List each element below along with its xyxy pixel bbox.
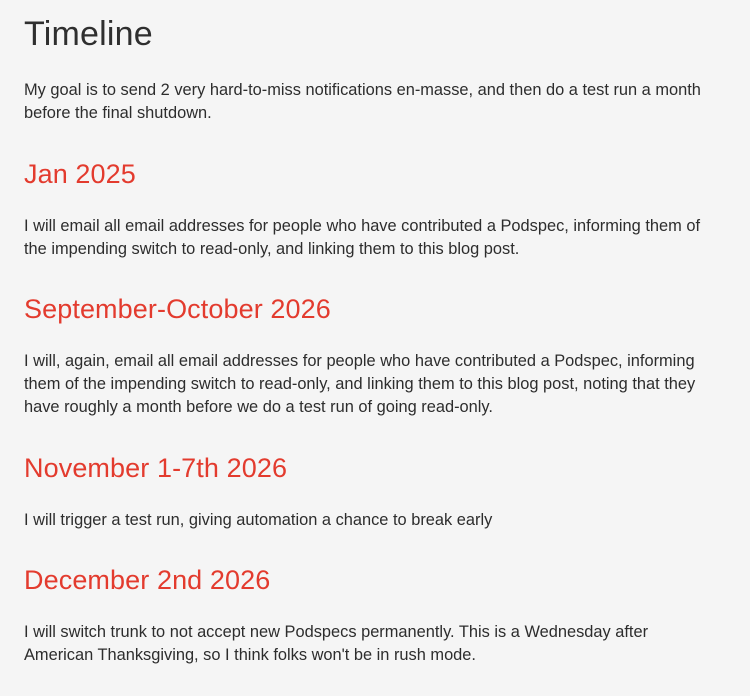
section-heading-sep-oct-2026: September-October 2026 xyxy=(24,294,331,324)
section-heading-jan-2025: Jan 2025 xyxy=(24,159,136,189)
section-heading-nov-2026: November 1-7th 2026 xyxy=(24,453,288,483)
section-heading-dec-2026: December 2nd 2026 xyxy=(24,565,271,595)
section-body-sep-oct-2026: I will, again, email all email addresses for people who have contributed a Podspec, informing them of the impending switch to read-only, and linking them to this blog post, noting that they have roughly a month before we do a test run of going read-only. xyxy=(24,352,696,416)
intro-paragraph: My goal is to send 2 very hard-to-miss notifications en-masse, and then do a test run a month before the final shutdown. xyxy=(24,81,701,122)
section-body-jan-2025: I will email all email addresses for people who have contributed a Podspec, informing them of the impending switch to read-only, and linking them to this blog post. xyxy=(24,217,701,258)
page-title: Timeline xyxy=(24,15,153,53)
section-body-nov-2026: I will trigger a test run, giving automation a chance to break early xyxy=(24,511,493,529)
section-body-dec-2026: I will switch trunk to not accept new Podspecs permanently. This is a Wednesday after American Thanksgiving, so I think folks won't be in rush mode. xyxy=(24,623,649,664)
